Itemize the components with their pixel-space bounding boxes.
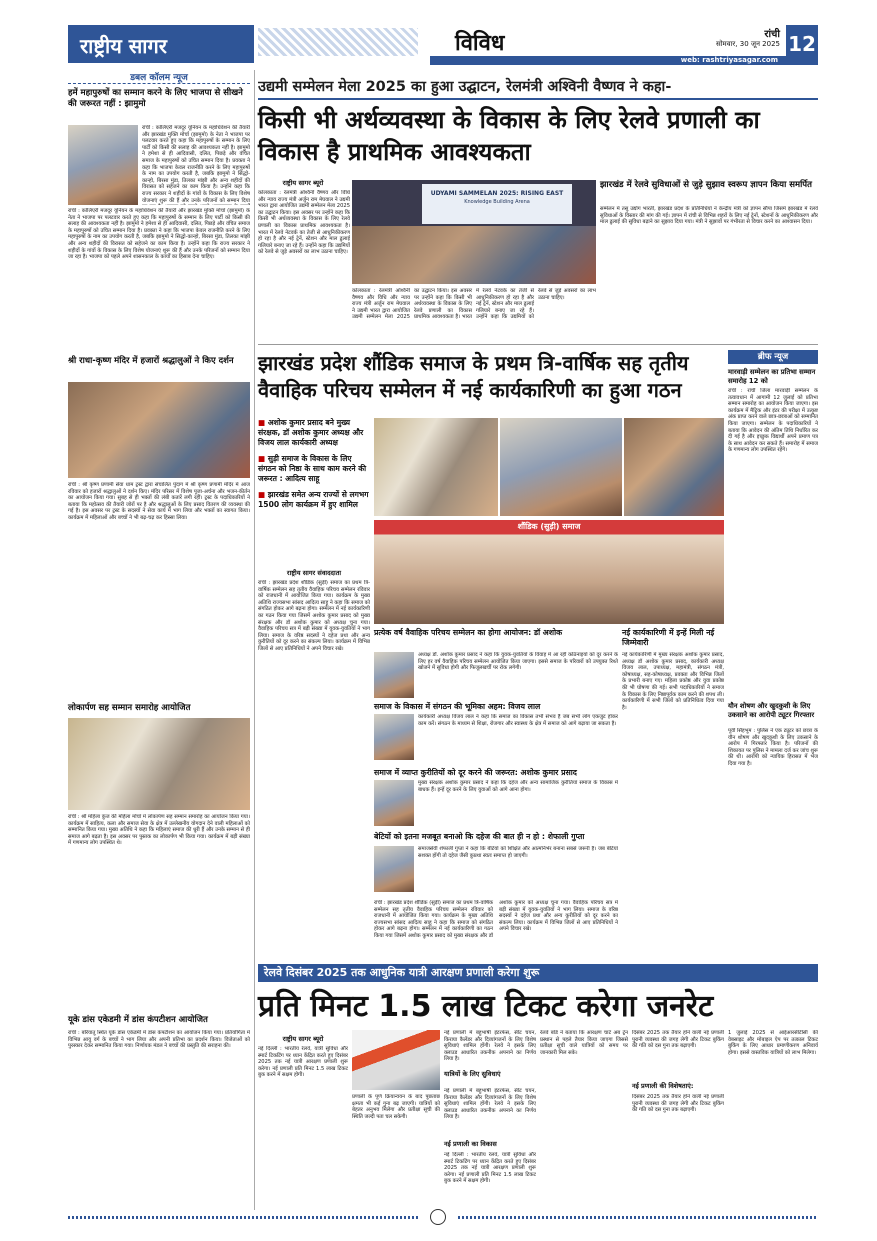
samaj-continuation: रांची : झारखंड प्रदेश शौंडिक (सुड़ी) समाज का प्रथम त्रि-वार्षिक सम्मेलन सह तृतीय वैवाहिक परिचय सम्मेलन रविवार को राजधानी में आयोजित किया गया। कार्यक्रम के मुख्य अतिथि राज्यसभा सांसद आदित्य साहू ने कहा कि समाज को संगठित होकर आगे बढ़ना होगा। सम्मेलन में नई कार्यकारिणी का गठन किया गया जिसमें अशोक कुमार प्रसाद को मुख्य संरक्षक और डॉ अशोक कुमार को अध्यक्ष चुना गया। वैवाहिक परिचय सत्र में बड़ी संख्या में युवक-युवतियों ने भाग लिया। समाज के वरिष्ठ सदस्यों ने दहेज प्रथा और अन्य कुरीतियों को दूर करने का संकल्प लिया। कार्यक्रम में विभिन्न जिलों से आए प्रतिनिधियों ने अपने विचार रखे। [374, 900, 618, 939]
samaj-photo-3 [624, 418, 724, 516]
lead-body-cols: कोलकाता : रेलमंत्री अश्विनी वैष्णव और विधि और न्याय राज्य मंत्री अर्जुन राम मेघवाल ने उद्यमी भारत द्वारा आयोजित उद्यमी सम्मेलन मेला 2025 का उद्घाटन किया। इस अवसर पर उन्होंने कहा कि किसी भी अर्थव्यवस्था के विकास के लिए रेलवे प्रणाली का विकास प्राथमिक आवश्यकता है। भारत में रेलवे नेटवर्क का तेजी से आधुनिकीकरण हो रहा है और नई ट्रेनें, स्टेशन और माल ढुलाई गलियारे बनाए जा रहे हैं। उन्होंने कहा कि उद्यमियों को रेलवे से जुड़े अवसरों का लाभ उठाना चाहिए। [352, 288, 596, 321]
sub-3: समाज में व्याप्त कुरीतियों को दूर करने की जरूरत: अशोक कुमार प्रसाद [374, 768, 577, 777]
samaj-headline: झारखंड प्रदेश शौंडिक समाज के प्रथम त्रि-वार्षिक सह तृतीय वैवाहिक परिचय सम्मेलन में नई कार्यकारिणी का हुआ गठन [258, 351, 689, 402]
jhar-box-title: झारखंड में रेलवे सुविधाओं से जुड़े सुझाव स्वरूप ज्ञापन किया समर्पित [600, 180, 812, 190]
bullet-1: ■ अशोक कुमार प्रसाद बने मुख्य संरक्षक, डॉ अशोक कुमार अध्यक्ष और विजय लाल कार्यकारी अध्यक्ष [258, 418, 364, 447]
banner-sub: Knowledge Building Arena [464, 199, 530, 205]
committee-title: नई कार्यकारिणी में इन्हें मिली नई जिम्मेवारी [622, 628, 715, 647]
samaj-stage-photo [374, 520, 724, 624]
footer-rule-left [68, 1216, 418, 1219]
sub-2-body: कार्यकारी अध्यक्ष विजय लाल ने कहा कि समाज का विकास तभी संभव है जब सभी लोग एकजुट होकर काम करें। संगठन के माध्यम से शिक्षा, रोजगार और स्वास्थ्य के क्षेत्र में समाज को आगे बढ़ाया जा सकता है। [418, 714, 618, 727]
paper-name: राष्ट्रीय सागर [80, 34, 167, 58]
sub-1: प्रत्येक वर्ष वैवाहिक परिचय सम्मेलन का होगा आयोजन: डॉ अशोक [374, 628, 563, 637]
left-body-1b: रांची : कोलिएरी मजदूर यूनियन के महाधिवेशन की तैयारी और झारखंड मुक्ति मोर्चा (झामुमो) के नेता ने भाजपा पर पलटवार करते हुए कहा कि महापुरुषों के सम्मान के लिए पार्टी को किसी की सलाह की आवश्यकता नहीं है। झामुमो ने हमेशा से ही आदिवासी, दलित, पिछड़े और वंचित समाज के महापुरुषों को उचित सम्मान दिया है। प्रवक्ता ने कहा कि भाजपा केवल राजनीति करने के लिए महापुरुषों के नाम का उपयोग करती है, जबकि झामुमो ने सिद्धो-कान्हो, बिरसा मुंडा, तिलका मांझी और अन्य शहीदों की विरासत को सहेजने का काम किया है। उन्होंने कहा कि राज्य सरकार ने शहीदों के गांवों के विकास के लिए विशेष योजनाएं शुरू की हैं और उनके परिजनों को सम्मान दिया जा रहा है। भाजपा को पहले अपने शासनकाल के कार्यों का हिसाब देना चाहिए। [68, 208, 250, 261]
rail-sub-2: नई प्रणाली का विकास [444, 1140, 497, 1148]
left-body-3: रांची : श्री महिला कुंज की महिला मोर्चा में लोकार्पण सह सम्मान समारोह का आयोजन किया गया। कार्यक्रम में साहित्य, कला और समाज सेवा के क्षेत्र में उल्लेखनीय योगदान देने वाली महिलाओं को सम्मानित किया गया। मुख्य अतिथि ने कहा कि महिलाएं समाज की धुरी हैं और उनके सम्मान से ही समाज आगे बढ़ता है। इस अवसर पर पुस्तक का लोकार्पण भी किया गया। कार्यक्रम में बड़ी संख्या में गणमान्य लोग उपस्थित थे। [68, 814, 250, 847]
portrait-3 [374, 780, 414, 826]
rail-col-5b: दिसंबर 2025 तक तैयार होने वाली नई प्रणाली पुरानी व्यवस्था की जगह लेगी और टिकट बुकिंग की गति को दस गुना तक बढ़ाएगी। [632, 1094, 724, 1114]
left-headline-1: हमें महापुरुषों का सम्मान करने के लिए भाजपा से सीखने की जरूरत नहीं : झामुमो [68, 88, 243, 109]
lead-body-col1: कोलकाता : रेलमंत्री अश्विनी वैष्णव और विधि और न्याय राज्य मंत्री अर्जुन राम मेघवाल ने उद्यमी भारत द्वारा आयोजित उद्यमी सम्मेलन मेला 2025 का उद्घाटन किया। इस अवसर पर उन्होंने कहा कि किसी भी अर्थव्यवस्था के विकास के लिए रेलवे प्रणाली का विकास प्राथमिक आवश्यकता है। भारत में रेलवे नेटवर्क का तेजी से आधुनिकीकरण हो रहा है और नई ट्रेनें, स्टेशन और माल ढुलाई गलियारे बनाए जा रहे हैं। उन्होंने कहा कि उद्यमियों को रेलवे से जुड़े अवसरों का लाभ उठाना चाहिए। [258, 190, 350, 256]
samaj-byline: राष्ट्रीय सागर संवाददाता [286, 569, 342, 577]
lead-bottom-rule [258, 344, 818, 345]
temple-photo [68, 382, 250, 478]
samaj-photo-2 [500, 418, 622, 516]
samaj-body: रांची : झारखंड प्रदेश शौंडिक (सुड़ी) समाज का प्रथम त्रि-वार्षिक सम्मेलन सह तृतीय वैवाहिक परिचय सम्मेलन रविवार को राजधानी में आयोजित किया गया। कार्यक्रम के मुख्य अतिथि राज्यसभा सांसद आदित्य साहू ने कहा कि समाज को संगठित होकर आगे बढ़ना होगा। सम्मेलन में नई कार्यकारिणी का गठन किया गया जिसमें अशोक कुमार प्रसाद को मुख्य संरक्षक और डॉ अशोक कुमार को अध्यक्ष चुना गया। वैवाहिक परिचय सत्र में बड़ी संख्या में युवक-युवतियों ने भाग लिया। समाज के वरिष्ठ सदस्यों ने दहेज प्रथा और अन्य कुरीतियों को दूर करने का संकल्प लिया। कार्यक्रम में विभिन्न जिलों से आए प्रतिनिधियों ने अपने विचार रखे। [258, 580, 370, 652]
rail-headline: प्रति मिनट 1.5 लाख टिकट करेगा जनरेट [258, 989, 714, 1024]
registration-mark-icon [430, 1209, 446, 1225]
rail-col-1: नई दिल्ली : भारतीय रेलवे, यात्री सुविधा और स्मार्ट टिकटिंग पर ध्यान केंद्रित करते हुए दिसंबर 2025 तक नई यात्री आरक्षण प्रणाली शुरू करेगा। नई प्रणाली प्रति मिनट 1.5 लाख टिकट बुक करने में सक्षम होगी। [258, 1046, 348, 1079]
bullet-2: ■ सुड़ी समाज के विकास के लिए संगठन को निष्ठा के साथ काम करने की जरूरत : आदित्य साहू [258, 454, 367, 483]
jhar-box-body: सम्मेलन में तसु उद्योग भारती, झारखंड प्रदेश के प्रतिनिधियों ने केन्द्रीय मंत्री को ज्ञापन सौंपा जिसमें झारखंड में रेलवे सुविधाओं के विस्तार की मांग की गई। ज्ञापन में रांची से विभिन्न शहरों के लिए नई ट्रेनों, स्टेशनों के आधुनिकीकरण और माल ढुलाई की सुविधा बढ़ाने का सुझाव दिया गया। मंत्री ने सुझावों पर गंभीरता से विचार करने का आश्वासन दिया। [600, 206, 818, 226]
brief-news-label: ब्रीफ न्यूज [728, 350, 818, 364]
sub-4-body: समाजसेवी शेफाली गुप्ता ने कहा कि बेटियों को शिक्षित और आत्मनिर्भर बनाना सबसे जरूरी है। जब बेटियां सशक्त होंगी तो दहेज जैसी कुप्रथा स्वतः समाप्त हो जाएगी। [418, 846, 618, 859]
sub-2: समाज के विकास में संगठन की भूमिका अहम: विजय लाल [374, 702, 541, 711]
politician-photo [68, 125, 138, 205]
rail-col-3a: नई प्रणाली में बहुभाषी इंटरफेस, सीट चयन, किराया कैलेंडर और दिव्यांगजनों के लिए विशेष सुविधाएं शामिल होंगी। रेलवे ने इसके लिए क्लाउड आधारित तकनीक अपनाने का निर्णय लिया है। [444, 1030, 536, 1063]
sub-3-body: मुख्य संरक्षक अशोक कुमार प्रसाद ने कहा कि दहेज और अन्य सामाजिक कुरीतियां समाज के विकास में बाधक हैं। इन्हें दूर करने के लिए युवाओं को आगे आना होगा। [418, 780, 618, 793]
portrait-4 [374, 846, 414, 892]
train-photo [352, 1030, 440, 1090]
rail-sub-3: नई प्रणाली की विशेषताएं: [632, 1082, 694, 1090]
stage-banner: शौंडिक (सुड़ी) समाज [517, 522, 581, 531]
lead-photo [352, 180, 596, 284]
masthead-dateline [655, 26, 780, 49]
rail-col-4: रेलवे बोर्ड ने बताया कि आरक्षण चार्ट अब ट्रेन प्रस्थान से पहले तैयार किया जाएगा जिससे प्रतीक्षा सूची वाले यात्रियों को समय पर जानकारी मिल सके। [540, 1030, 628, 1056]
web-bar[interactable]: web: rashtriyasagar.com [430, 56, 818, 65]
rail-sub-1: यात्रियों के लिए सुविधाएं [444, 1070, 501, 1078]
date: सोमवार, 30 जून 2025 [716, 40, 780, 48]
masthead-logo [68, 25, 254, 63]
rail-col-5a: दिसंबर 2025 तक तैयार होने वाली नई प्रणाली पुरानी व्यवस्था की जगह लेगी और टिकट बुकिंग की गति को दस गुना तक बढ़ाएगी। [632, 1030, 724, 1050]
brief-headline-1: मारवाड़ी सम्मेलन का प्रतिभा सम्मान समारोह 12 को [728, 368, 816, 385]
rail-byline: राष्ट्रीय सागर ब्यूरो [282, 1035, 324, 1043]
bullet-3: ■ झारखंड समेत अन्य राज्यों से लगभग 1500 लोग कार्यक्रम में हुए शामिल [258, 490, 369, 509]
rail-col-3c: नई दिल्ली : भारतीय रेलवे, यात्री सुविधा और स्मार्ट टिकटिंग पर ध्यान केंद्रित करते हुए दिसंबर 2025 तक नई यात्री आरक्षण प्रणाली शुरू करेगा। नई प्रणाली प्रति मिनट 1.5 लाख टिकट बुक करने में सक्षम होगी। [444, 1152, 536, 1185]
footer-rule-right [458, 1216, 818, 1219]
samaj-bullets [258, 418, 370, 510]
left-headline-3: लोकार्पण सह सम्मान समारोह आयोजित [68, 703, 191, 713]
rail-col-2: प्रणाली के पूर्ण क्रियान्वयन के बाद पूछताछ क्षमता भी कई गुना बढ़ जाएगी। यात्रियों को बेहतर अनुभव मिलेगा और प्रतीक्षा सूची की स्थिति जल्दी पता चल सकेगी। [352, 1094, 440, 1120]
committee-body: नई कार्यकारिणी में मुख्य संरक्षक अशोक कुमार प्रसाद, अध्यक्ष डॉ अशोक कुमार प्रसाद, कार्यकारी अध्यक्ष विजय लाल, उपाध्यक्ष, महामंत्री, संगठन मंत्री, कोषाध्यक्ष, सह-कोषाध्यक्ष, प्रवक्ता और विभिन्न जिलों के प्रभारी बनाए गए। महिला प्रकोष्ठ और युवा प्रकोष्ठ की भी घोषणा की गई। सभी पदाधिकारियों ने समाज के विकास के लिए निष्ठापूर्वक काम करने की शपथ ली। कार्यकारिणी में सभी जिलों को प्रतिनिधित्व दिया गया है। [622, 652, 724, 711]
double-column-label: डबल कॉलम न्यूज [68, 70, 250, 84]
section-title: विविध [455, 31, 505, 56]
left-body-1a: रांची : कोलिएरी मजदूर यूनियन के महाधिवेशन की तैयारी और झारखंड मुक्ति मोर्चा (झामुमो) के नेता ने भाजपा पर पलटवार करते हुए कहा कि महापुरुषों के सम्मान के लिए पार्टी को किसी की सलाह की आवश्यकता नहीं है। झामुमो ने हमेशा से ही आदिवासी, दलित, पिछड़े और वंचित समाज के महापुरुषों को उचित सम्मान दिया है। प्रवक्ता ने कहा कि भाजपा केवल राजनीति करने के लिए महापुरुषों के नाम का उपयोग करती है, जबकि झामुमो ने सिद्धो-कान्हो, बिरसा मुंडा, तिलका मांझी और अन्य शहीदों की विरासत को सहेजने का काम किया है। उन्होंने कहा कि राज्य सरकार ने शहीदों के गांवों के विकास के लिए विशेष योजनाएं शुरू की हैं और उनके परिजनों को सम्मान दिया [142, 125, 250, 204]
left-body-4: रांची : बरियातू स्थित यूके डांस एकेडमी में डांस कंपटीशन का आयोजन किया गया। प्रतियोगिता में विभिन्न आयु वर्ग के बच्चों ने भाग लिया और अपनी प्रतिभा का प्रदर्शन किया। विजेताओं को पुरस्कार देकर सम्मानित किया गया। निर्णायक मंडल ने बच्चों की प्रस्तुति की सराहना की। [68, 1030, 250, 1050]
felicitation-photo [68, 718, 250, 810]
lead-byline: राष्ट्रीय सागर ब्यूरो [282, 179, 324, 187]
left-headline-2: श्री राधा-कृष्ण मंदिर में हजारों श्रद्धालुओं ने किए दर्शन [68, 356, 234, 366]
left-body-2: रांची : श्री कृष्ण प्रणामी सेवा धाम ट्रस्ट द्वारा संचालित पुंदाग में श्री कृष्ण प्रणामी मंदिर में आज रविवार को हजारों श्रद्धालुओं ने दर्शन किए। मंदिर परिसर में विशेष पूजा-अर्चना और भजन-कीर्तन का आयोजन किया गया। सुबह से ही भक्तों की लंबी कतारें लगी रहीं। ट्रस्ट के पदाधिकारियों ने बताया कि महोत्सव की तैयारी जोरों पर है और श्रद्धालुओं के लिए प्रसाद वितरण की व्यवस्था की गई है। इस अवसर पर ट्रस्ट के सदस्यों ने सेवा कार्य में भाग लिया और भक्तों का स्वागत किया। कार्यक्रम में महिलाओं और बच्चों ने भी बढ़-चढ़ कर हिस्सा लिया। [68, 482, 250, 521]
brief-body-1: रांची : रांची जिला मारवाड़ी सम्मेलन के तत्वावधान में आगामी 12 जुलाई को प्रतिभा सम्मान समारोह का आयोजन किया जाएगा। इस कार्यक्रम में मैट्रिक और इंटर की परीक्षा में उत्कृष्ट अंक प्राप्त करने वाले छात्र-छात्राओं को सम्मानित किया जाएगा। सम्मेलन के पदाधिकारियों ने बताया कि आवेदन की अंतिम तिथि निर्धारित कर दी गई है और इच्छुक विद्यार्थी अपने प्रमाण पत्र के साथ आवेदन कर सकते हैं। समारोह में समाज के गणमान्य लोग उपस्थित रहेंगे। [728, 388, 818, 454]
portrait-2 [374, 714, 414, 760]
sub-1-body: अध्यक्ष डॉ. अशोक कुमार प्रसाद ने कहा कि युवक-युवतियों के विवाह में आ रही कठिनाइयों को दूर करने के लिए हर वर्ष वैवाहिक परिचय सम्मेलन आयोजित किया जाएगा। इससे समाज के परिवारों को उपयुक्त रिश्ते खोजने में सुविधा होगी और फिजूलखर्ची पर रोक लगेगी। [418, 652, 618, 672]
brief-headline-2: यौन शोषण और खुदकुशी के लिए उकसाने का आरोपी ट्यूटर गिरफ्तार [728, 702, 815, 719]
brief-body-2: पूर्वी सिंहभूम : पुलिस ने एक ट्यूटर को छात्रा के यौन शोषण और खुदकुशी के लिए उकसाने के आरोप में गिरफ्तार किया है। परिजनों की शिकायत पर पुलिस ने मामला दर्ज कर जांच शुरू की थी। आरोपी को न्यायिक हिरासत में भेज दिया गया है। [728, 728, 818, 767]
rail-col-3b: नई प्रणाली में बहुभाषी इंटरफेस, सीट चयन, किराया कैलेंडर और दिव्यांगजनों के लिए विशेष सुविधाएं शामिल होंगी। रेलवे ने इसके लिए क्लाउड आधारित तकनीक अपनाने का निर्णय लिया है। [444, 1088, 536, 1121]
lead-rule [258, 98, 818, 100]
sub-4: बेटियों को इतना मजबूत बनाओ कि दहेज की बात ही न हो : शेफाली गुप्ता [374, 832, 585, 841]
masthead-pattern [258, 28, 418, 56]
lead-kicker: उद्यमी सम्मेलन मेला 2025 का हुआ उद्घाटन, रेलमंत्री अश्विनी वैष्णव ने कहा- [258, 79, 672, 95]
rail-kicker: रेलवे दिसंबर 2025 तक आधुनिक यात्री आरक्षण प्रणाली करेगा शुरू [258, 964, 818, 982]
samaj-photo-1 [374, 418, 498, 516]
lead-headline: किसी भी अर्थव्यवस्था के विकास के लिए रेलवे प्रणाली का विकास है प्राथमिक आवश्यकता [258, 106, 760, 166]
city: रांची [764, 29, 780, 40]
rail-col-6: 1 जुलाई 2025 से आईआरसीटीसी की वेबसाइट और मोबाइल ऐप पर तत्काल टिकट बुकिंग के लिए आधार प्रमाणीकरण अनिवार्य होगा। इससे वास्तविक यात्रियों को लाभ मिलेगा। [728, 1030, 818, 1056]
banner-title: UDYAMI SAMMELAN 2025: RISING EAST [430, 190, 564, 197]
left-headline-4: यूके डांस एकेडमी में डांस कंपटीशन आयोजित [68, 1015, 208, 1025]
column-rule [254, 70, 255, 1210]
portrait-1 [374, 652, 414, 698]
page-number: 12 [786, 25, 818, 63]
